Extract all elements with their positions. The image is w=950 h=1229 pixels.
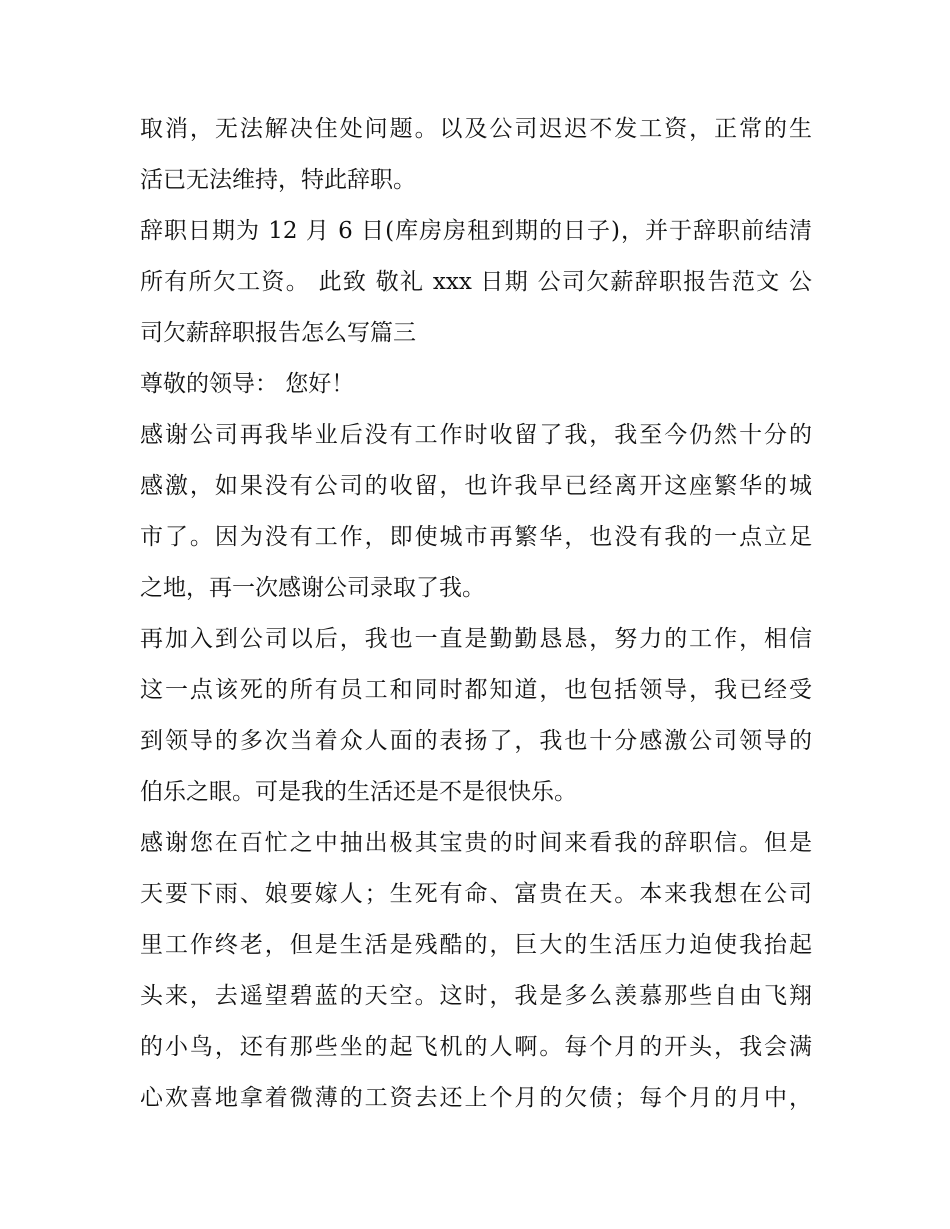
text-line: 辞职日期为 12 月 6 日(库房房租到期的日子)，并于辞职前结清 (140, 218, 812, 244)
text-line: 感谢公司再我毕业后没有工作时收留了我，我至今仍然十分的 (140, 422, 812, 448)
text-line: 里工作终老，但是生活是残酷的，巨大的生活压力迫使我抬起 (140, 932, 812, 958)
document-body (140, 104, 812, 1124)
text-line: 伯乐之眼。可是我的生活还是不是很快乐。 (140, 779, 577, 805)
text-line: 之地，再一次感谢公司录取了我。 (140, 575, 485, 601)
text-line: 活已无法维持，特此辞职。 (140, 167, 416, 193)
text-line: 感谢您在百忙之中抽出极其宝贵的时间来看我的辞职信。但是 (140, 830, 812, 856)
text-line: 感激，如果没有公司的收留，也许我早已经离开这座繁华的城 (140, 473, 812, 499)
text-line: 司欠薪辞职报告怎么写篇三 (140, 320, 416, 346)
text-line: 这一点该死的所有员工和同时都知道，也包括领导，我已经受 (140, 677, 812, 703)
text-line: 所有所欠工资。 此致 敬礼 xxx 日期 公司欠薪辞职报告范文 公 (140, 269, 812, 295)
text-line: 头来，去遥望碧蓝的天空。这时，我是多么羡慕那些自由飞翔 (140, 983, 812, 1009)
text-line: 天要下雨、娘要嫁人；生死有命、富贵在天。本来我想在公司 (140, 881, 812, 907)
text-line: 尊敬的领导： 您好！ (140, 371, 355, 397)
text-line: 心欢喜地拿着微薄的工资去还上个月的欠债；每个月的月中， (140, 1085, 812, 1111)
text-line: 再加入到公司以后，我也一直是勤勤恳恳，努力的工作，相信 (140, 626, 812, 652)
text-line: 的小鸟，还有那些坐的起飞机的人啊。每个月的开头，我会满 (140, 1034, 812, 1060)
text-line: 取消，无法解决住处问题。以及公司迟迟不发工资，正常的生 (140, 116, 812, 142)
text-line: 到领导的多次当着众人面的表扬了，我也十分感激公司领导的 (140, 728, 812, 754)
text-line: 市了。因为没有工作，即使城市再繁华，也没有我的一点立足 (140, 524, 812, 550)
